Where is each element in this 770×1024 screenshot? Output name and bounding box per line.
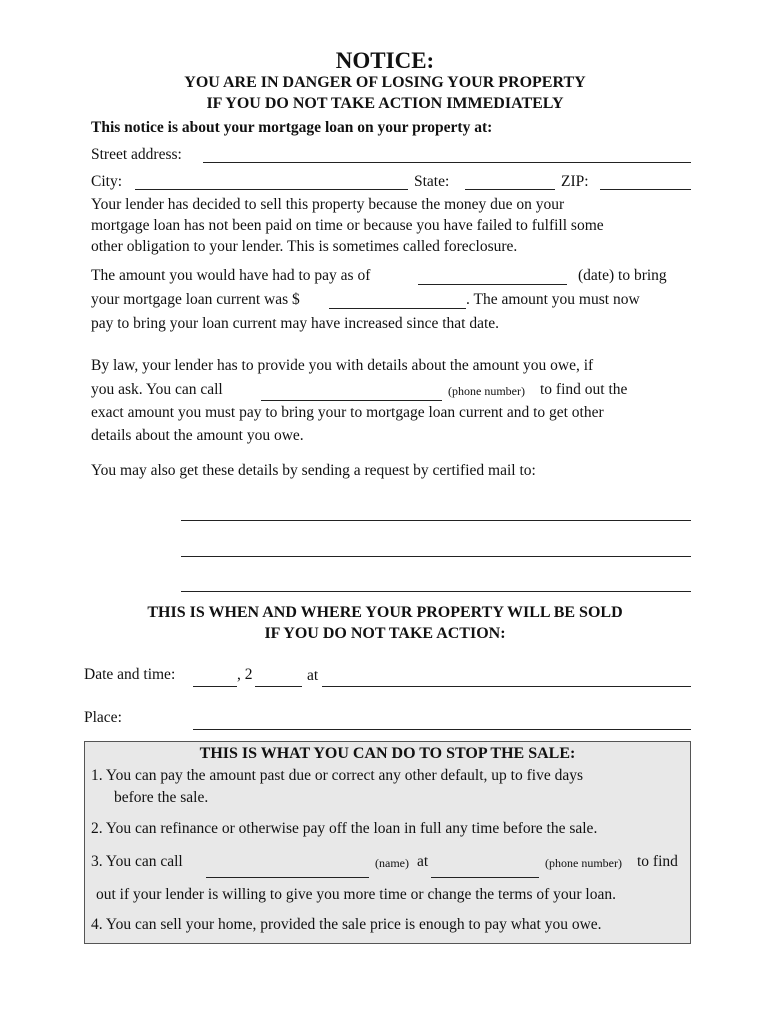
mail-address-line-2[interactable] — [181, 556, 691, 557]
stop-item-3-end: to find — [637, 853, 678, 870]
stop-item-3-start: 3. You can call — [91, 853, 183, 870]
zip-field[interactable] — [600, 189, 691, 190]
para2-line1a: The amount you would have had to pay as of — [91, 267, 371, 284]
para2-line2b: . The amount you must now — [466, 291, 640, 308]
sale-year-prefix: , 2 — [237, 666, 253, 683]
state-field[interactable] — [465, 189, 555, 190]
stop-sale-heading: THIS IS WHAT YOU CAN DO TO STOP THE SALE: — [199, 745, 576, 762]
city-field[interactable] — [135, 189, 408, 190]
phone-hint-2: (phone number) — [545, 856, 622, 870]
para1-line2: mortgage loan has not been paid on time or because you have failed to fulfill some — [91, 217, 604, 234]
name-hint: (name) — [375, 856, 409, 870]
lender-phone-field[interactable] — [261, 400, 442, 401]
lender-name-field[interactable] — [206, 877, 369, 878]
notice-subtitle-1: YOU ARE IN DANGER OF LOSING YOUR PROPERTY — [184, 74, 586, 91]
stop-item-2: 2. You can refinance or otherwise pay off the loan in full any time before the sale. — [91, 820, 598, 837]
phone-number-hint: (phone number) — [448, 384, 525, 398]
city-label: City: — [91, 173, 123, 190]
sale-year-field[interactable] — [255, 686, 302, 687]
sale-heading-2: IF YOU DO NOT TAKE ACTION: — [264, 625, 506, 642]
para4-text: You may also get these details by sending a request by certified mail to: — [91, 462, 536, 479]
intro-text: This notice is about your mortgage loan on your property at: — [91, 119, 493, 136]
street-address-label: Street address: — [91, 146, 182, 163]
place-label: Place: — [84, 709, 122, 726]
stop-sale-box — [84, 741, 691, 944]
sale-at-label: at — [307, 667, 319, 684]
stop-item-4: 4. You can sell your home, provided the sale price is enough to pay what you owe. — [91, 916, 602, 933]
para2-line1b: (date) to bring — [578, 267, 667, 284]
para3-line1: By law, your lender has to provide you with details about the amount you owe, if — [91, 357, 594, 374]
lender-phone-field-2[interactable] — [431, 877, 539, 878]
mail-address-line-3[interactable] — [181, 591, 691, 592]
zip-label: ZIP: — [561, 173, 589, 190]
sale-heading-1: THIS IS WHEN AND WHERE YOUR PROPERTY WILL BE SOLD — [147, 604, 623, 621]
para3-line3: exact amount you must pay to bring your to mortgage loan current and to get other — [91, 404, 604, 421]
para1-line1: Your lender has decided to sell this property because the money due on your — [91, 196, 565, 213]
street-address-field[interactable] — [203, 162, 691, 163]
para1-line3: other obligation to your lender. This is sometimes called foreclosure. — [91, 238, 518, 255]
para2-line2a: your mortgage loan current was $ — [91, 291, 300, 308]
state-label: State: — [414, 173, 450, 190]
para3-line2a: you ask. You can call — [91, 381, 223, 398]
stop-item-1-line2: before the sale. — [114, 789, 209, 806]
notice-subtitle-2: IF YOU DO NOT TAKE ACTION IMMEDIATELY — [206, 95, 564, 112]
para3-line2c: to find out the — [540, 381, 628, 398]
place-field[interactable] — [193, 729, 691, 730]
mail-address-line-1[interactable] — [181, 520, 691, 521]
notice-title: NOTICE: — [335, 48, 435, 73]
amount-field[interactable] — [329, 308, 466, 309]
stop-item-3-line2: out if your lender is willing to give you more time or change the terms of your loan. — [96, 886, 616, 903]
sale-time-location-field[interactable] — [322, 686, 691, 687]
date-time-label: Date and time: — [84, 666, 176, 683]
sale-date-field[interactable] — [193, 686, 237, 687]
stop-item-1-line1: 1. You can pay the amount past due or correct any other default, up to five days — [91, 767, 583, 784]
para3-line4: details about the amount you owe. — [91, 427, 304, 444]
para2-line3: pay to bring your loan current may have increased since that date. — [91, 315, 500, 332]
date-field[interactable] — [418, 284, 567, 285]
stop-item-3-at: at — [417, 853, 429, 870]
